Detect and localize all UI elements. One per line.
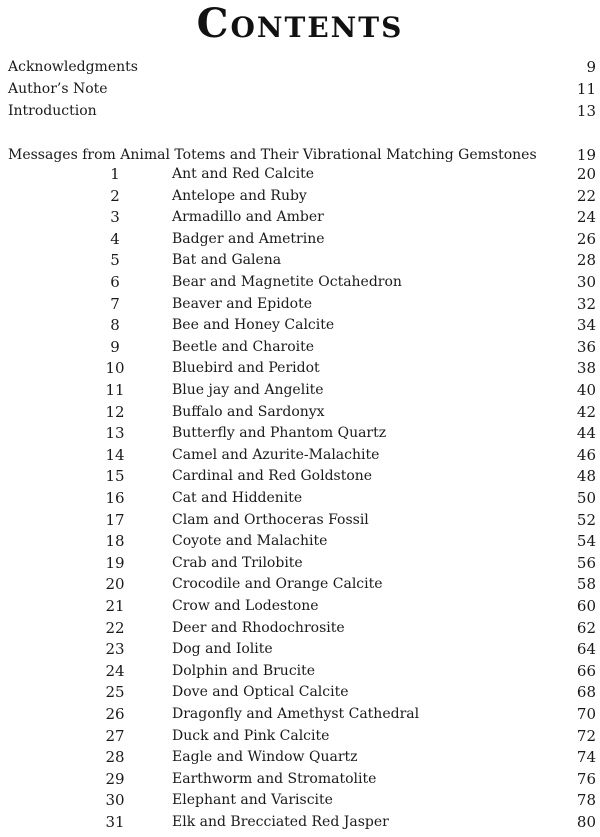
toc-entry-page: 32 — [576, 294, 596, 313]
toc-entry — [0, 574, 600, 596]
toc-entry-number: 4 — [110, 229, 120, 248]
toc-entry-page: 40 — [576, 381, 596, 399]
toc-entry — [0, 466, 600, 488]
toc-entry — [0, 207, 600, 229]
toc-entry-page: 56 — [576, 553, 596, 572]
toc-entry — [0, 186, 600, 208]
toc-entry-label: Beetle and Charoite — [172, 338, 315, 355]
toc-entry — [0, 315, 600, 337]
toc-entry-page: 26 — [576, 229, 596, 248]
toc-entry-page: 22 — [576, 186, 596, 205]
toc-entry-number: 16 — [105, 489, 125, 507]
toc-entry-label: Duck and Pink Calcite — [172, 727, 330, 744]
toc-entry-page: 20 — [576, 165, 596, 183]
toc-entry-label: Crab and Trilobite — [172, 554, 303, 571]
toc-entry — [0, 531, 600, 553]
toc-entry-label: Ant and Red Calcite — [172, 166, 314, 182]
toc-entry-page: 11 — [576, 80, 596, 98]
toc-entry-number: 25 — [105, 683, 125, 702]
toc-entry — [0, 272, 600, 294]
toc-entry-page: 42 — [576, 402, 596, 421]
toc-entry-number: 5 — [110, 251, 120, 270]
toc-entry-page: 48 — [576, 467, 596, 486]
toc-entry-label: Acknowledgments — [8, 59, 138, 75]
toc-entry — [0, 358, 600, 380]
toc-entry-page: 44 — [576, 424, 596, 443]
toc-entry-label: Clam and Orthoceras Fossil — [172, 511, 369, 528]
toc-entry-page: 74 — [576, 748, 596, 767]
toc-entry — [0, 294, 600, 316]
toc-entry-number: 22 — [105, 618, 125, 637]
toc-entry-page: 28 — [576, 251, 596, 270]
toc-entry — [0, 704, 600, 726]
toc-entry-number: 11 — [105, 381, 125, 399]
toc-entry-number: 15 — [105, 467, 125, 486]
toc-entry — [0, 423, 600, 445]
toc-entry-number: 14 — [105, 445, 125, 464]
toc-entry-number: 18 — [105, 532, 125, 551]
toc-entry-number: 2 — [110, 186, 120, 205]
toc-entry-number: 3 — [110, 208, 120, 227]
toc-entry-number: 10 — [105, 359, 125, 378]
toc-entry-label: Dolphin and Brucite — [172, 662, 316, 679]
toc-entry-label: Antelope and Ruby — [172, 187, 307, 204]
toc-entry-number: 13 — [105, 424, 125, 443]
toc-entry — [0, 337, 600, 359]
toc-entry-number: 8 — [110, 316, 120, 335]
toc-entry — [0, 747, 600, 769]
toc-entry-page: 54 — [576, 532, 596, 551]
toc-entry-page: 62 — [576, 618, 596, 637]
toc-entry-number: 31 — [105, 813, 125, 831]
toc-entry-label: Deer and Rhodochrosite — [172, 619, 345, 636]
toc-entry-label: Crow and Lodestone — [172, 598, 319, 614]
toc-entry-page: 13 — [576, 102, 596, 120]
toc-entry — [0, 596, 600, 618]
page-title: Contents — [196, 0, 404, 47]
toc-entry-label: Bluebird and Peridot — [172, 360, 320, 377]
toc-entry-label: Dog and Iolite — [172, 641, 273, 658]
toc-entry-label: Eagle and Window Quartz — [172, 749, 358, 766]
toc-entry-page: 64 — [576, 640, 596, 659]
toc-entry-label: Author’s Note — [8, 81, 108, 97]
toc-entry-number: 29 — [105, 769, 125, 788]
toc-entry-label: Beaver and Epidote — [172, 295, 312, 312]
toc-entry — [0, 769, 600, 791]
toc-entry-label: Bear and Magnetite Octahedron — [172, 274, 402, 290]
toc-entry-label: Bat and Galena — [172, 252, 282, 269]
toc-entry-label: Elk and Brecciated Red Jasper — [172, 814, 389, 830]
toc-entry — [0, 164, 600, 186]
toc-entry-page: 78 — [576, 791, 596, 810]
toc-entry — [0, 510, 600, 532]
toc-entry — [0, 402, 600, 424]
toc-entry-number: 24 — [105, 661, 125, 680]
toc-entry-page: 76 — [576, 769, 596, 788]
toc-entry-number: 9 — [110, 337, 120, 356]
toc-entry-number: 26 — [105, 705, 125, 723]
toc-entry-page: 46 — [576, 445, 596, 464]
toc-entry-label: Coyote and Malachite — [172, 533, 328, 550]
toc-entry — [0, 661, 600, 683]
toc-entry — [0, 229, 600, 251]
toc-entry-page: 80 — [576, 813, 596, 831]
toc-entry — [0, 553, 600, 575]
toc-entry-number: 12 — [105, 402, 125, 421]
toc-entry-label: Dragonfly and Amethyst Cathedral — [172, 706, 420, 722]
toc-entry — [0, 445, 600, 467]
toc-entry-page: 66 — [576, 661, 596, 680]
toc-entry — [0, 682, 600, 704]
toc-entry-label: Armadillo and Amber — [172, 209, 324, 226]
toc-entry — [0, 726, 600, 748]
toc-entry-label: Cardinal and Red Goldstone — [172, 468, 373, 485]
toc-entry-number: 20 — [105, 575, 125, 594]
toc-entry-number: 23 — [105, 640, 125, 659]
toc-entry-label: Camel and Azurite-Malachite — [172, 446, 380, 463]
toc-entry-page: 60 — [576, 597, 596, 615]
toc-entry — [0, 790, 600, 812]
toc-entry-label: Dove and Optical Calcite — [172, 684, 349, 701]
toc-entry-label: Badger and Ametrine — [172, 230, 325, 247]
toc-entry-page: 58 — [576, 575, 596, 594]
toc-entry-label: Crocodile and Orange Calcite — [172, 576, 383, 593]
toc-entry-number: 28 — [105, 748, 125, 767]
toc-entry — [0, 380, 600, 402]
toc-entry-label: Cat and Hiddenite — [172, 490, 303, 506]
toc-entry-page: 50 — [576, 489, 596, 507]
toc-entry-number: 17 — [105, 510, 125, 529]
toc-entry-number: 1 — [110, 165, 120, 183]
toc-entry — [0, 639, 600, 661]
toc-entry-label: Earthworm and Stromatolite — [172, 770, 377, 787]
toc-entry — [0, 488, 600, 510]
toc-entry-label: Buffalo and Sardonyx — [172, 403, 325, 420]
toc-entry-number: 6 — [110, 273, 120, 291]
toc-entry-page: 36 — [576, 337, 596, 356]
toc-entry-page: 68 — [576, 683, 596, 702]
toc-entry-page: 52 — [576, 510, 596, 529]
toc-entry-number: 7 — [110, 294, 120, 313]
toc-entry-page: 70 — [576, 705, 596, 723]
toc-entry — [0, 618, 600, 640]
toc-entry-page: 9 — [586, 58, 596, 76]
toc-entry — [0, 812, 600, 834]
toc-entry-label: Blue jay and Angelite — [172, 382, 324, 398]
toc-entry-page: 38 — [576, 359, 596, 378]
toc-entry-number: 19 — [105, 553, 125, 572]
toc-section-label: Messages from Animal Totems and Their Vibrational Matching Gemstones — [8, 147, 537, 163]
toc-entry-page: 30 — [576, 273, 596, 291]
toc-entry-label: Elephant and Variscite — [172, 792, 333, 809]
toc-entry-label: Introduction — [8, 103, 97, 119]
toc-entry-page: 24 — [576, 208, 596, 227]
toc-entry-page: 72 — [576, 726, 596, 745]
toc-section-page: 19 — [576, 146, 596, 164]
toc-entry-number: 27 — [105, 726, 125, 745]
toc-entry-number: 21 — [105, 597, 125, 615]
toc-entry — [0, 250, 600, 272]
toc-entry-label: Butterfly and Phantom Quartz — [172, 425, 387, 442]
toc-entry-number: 30 — [105, 791, 125, 810]
toc-entry-label: Bee and Honey Calcite — [172, 317, 335, 334]
toc-entry-page: 34 — [576, 316, 596, 335]
